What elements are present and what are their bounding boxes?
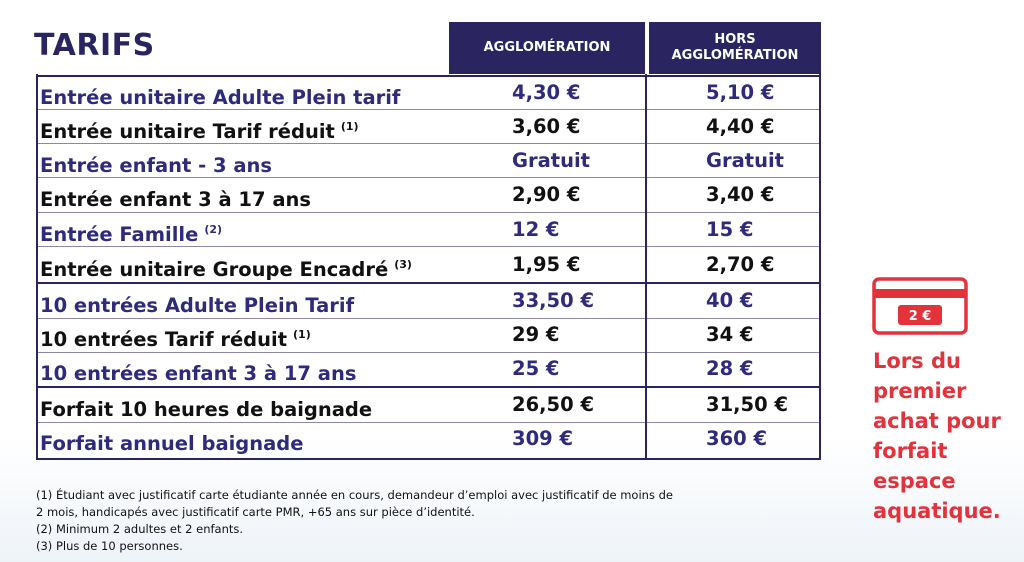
card-text-line: forfait [873,439,948,463]
row-label: Forfait annuel baignade [40,432,304,455]
price-hors-agglomeration: 5,10 € [706,81,775,104]
card-text-line: aquatique. [873,499,1001,523]
row-label: Entrée unitaire Groupe Encadré $^{(3)}$ [40,258,412,281]
price-agglomeration: 33,50 € [512,289,595,312]
row-label: 10 entrées Adulte Plein Tarif [40,294,355,317]
row-label: Forfait 10 heures de baignade [40,398,373,421]
column-header-agglomeration-label: AGGLOMÉRATION [483,40,611,55]
footnote-1-line1: (1) Étudiant avec justificatif carte étudiante année en cours, demandeur d’emploi avec justificatif de moins de [36,488,673,502]
price-hors-agglomeration: 360 € [706,427,768,450]
price-hors-agglomeration: 4,40 € [706,115,775,138]
column-header-hors-line1: HORS [714,32,756,47]
price-agglomeration: 4,30 € [512,81,581,104]
table-row [40,284,820,318]
row-label: Entrée Famille $^{(2)}$ [40,223,223,246]
card-text-line: premier [873,379,967,403]
card-text-line: achat pour [873,409,1001,433]
price-agglomeration: 3,60 € [512,115,581,138]
table-row [40,248,820,282]
price-hors-agglomeration: 2,70 € [706,253,775,276]
price-agglomeration: 25 € [512,357,560,380]
column-header-hors-agglomeration [649,22,821,74]
table-left-border [36,74,38,460]
card-description [873,346,1023,526]
row-label: 10 entrées enfant 3 à 17 ans [40,362,357,385]
table-row [40,144,820,178]
footnote-2: (2) Minimum 2 adultes et 2 enfants. [36,522,244,536]
row-label: Entrée enfant - 3 ans [40,154,273,177]
table-row [40,388,820,422]
row-label: 10 entrées Tarif réduit $^{(1)}$ [40,328,311,351]
footnote-1-line2: 2 mois, handicapés avec justificatif carte PMR, +65 ans sur pièce d’identité. [36,505,475,519]
price-hors-agglomeration: 3,40 € [706,183,775,206]
footnotes [36,487,836,555]
price-hors-agglomeration: 34 € [706,323,754,346]
table-row [40,352,820,386]
card-icon [872,277,968,335]
price-hors-agglomeration: 40 € [706,289,754,312]
table-row [40,178,820,212]
card-text-line: espace [873,469,956,493]
price-agglomeration: 26,50 € [512,393,595,416]
price-hors-agglomeration: 31,50 € [706,393,789,416]
table-row [40,422,820,456]
row-label: Entrée unitaire Tarif réduit $^{(1)}$ [40,120,359,143]
table-row [40,213,820,247]
price-agglomeration: 2,90 € [512,183,581,206]
table-row [40,318,820,352]
page-title: TARIFS [34,28,155,63]
row-label: Entrée unitaire Adulte Plein tarif [40,86,401,109]
price-agglomeration: Gratuit [512,149,590,172]
card-price-label: 2 € [908,309,932,324]
price-hors-agglomeration: Gratuit [706,149,784,172]
column-header-agglomeration [449,22,645,74]
price-hors-agglomeration: 28 € [706,357,754,380]
price-hors-agglomeration: 15 € [706,218,754,241]
price-agglomeration: 12 € [512,218,560,241]
table-row [40,110,820,144]
footnote-3: (3) Plus de 10 personnes. [36,539,183,553]
price-agglomeration: 309 € [512,427,574,450]
row-label: Entrée enfant 3 à 17 ans [40,188,312,211]
price-agglomeration: 1,95 € [512,253,581,276]
table-row [40,76,820,110]
column-header-hors-line2: AGGLOMÉRATION [671,48,799,63]
card-text-line: Lors du [873,349,961,373]
price-agglomeration: 29 € [512,323,560,346]
